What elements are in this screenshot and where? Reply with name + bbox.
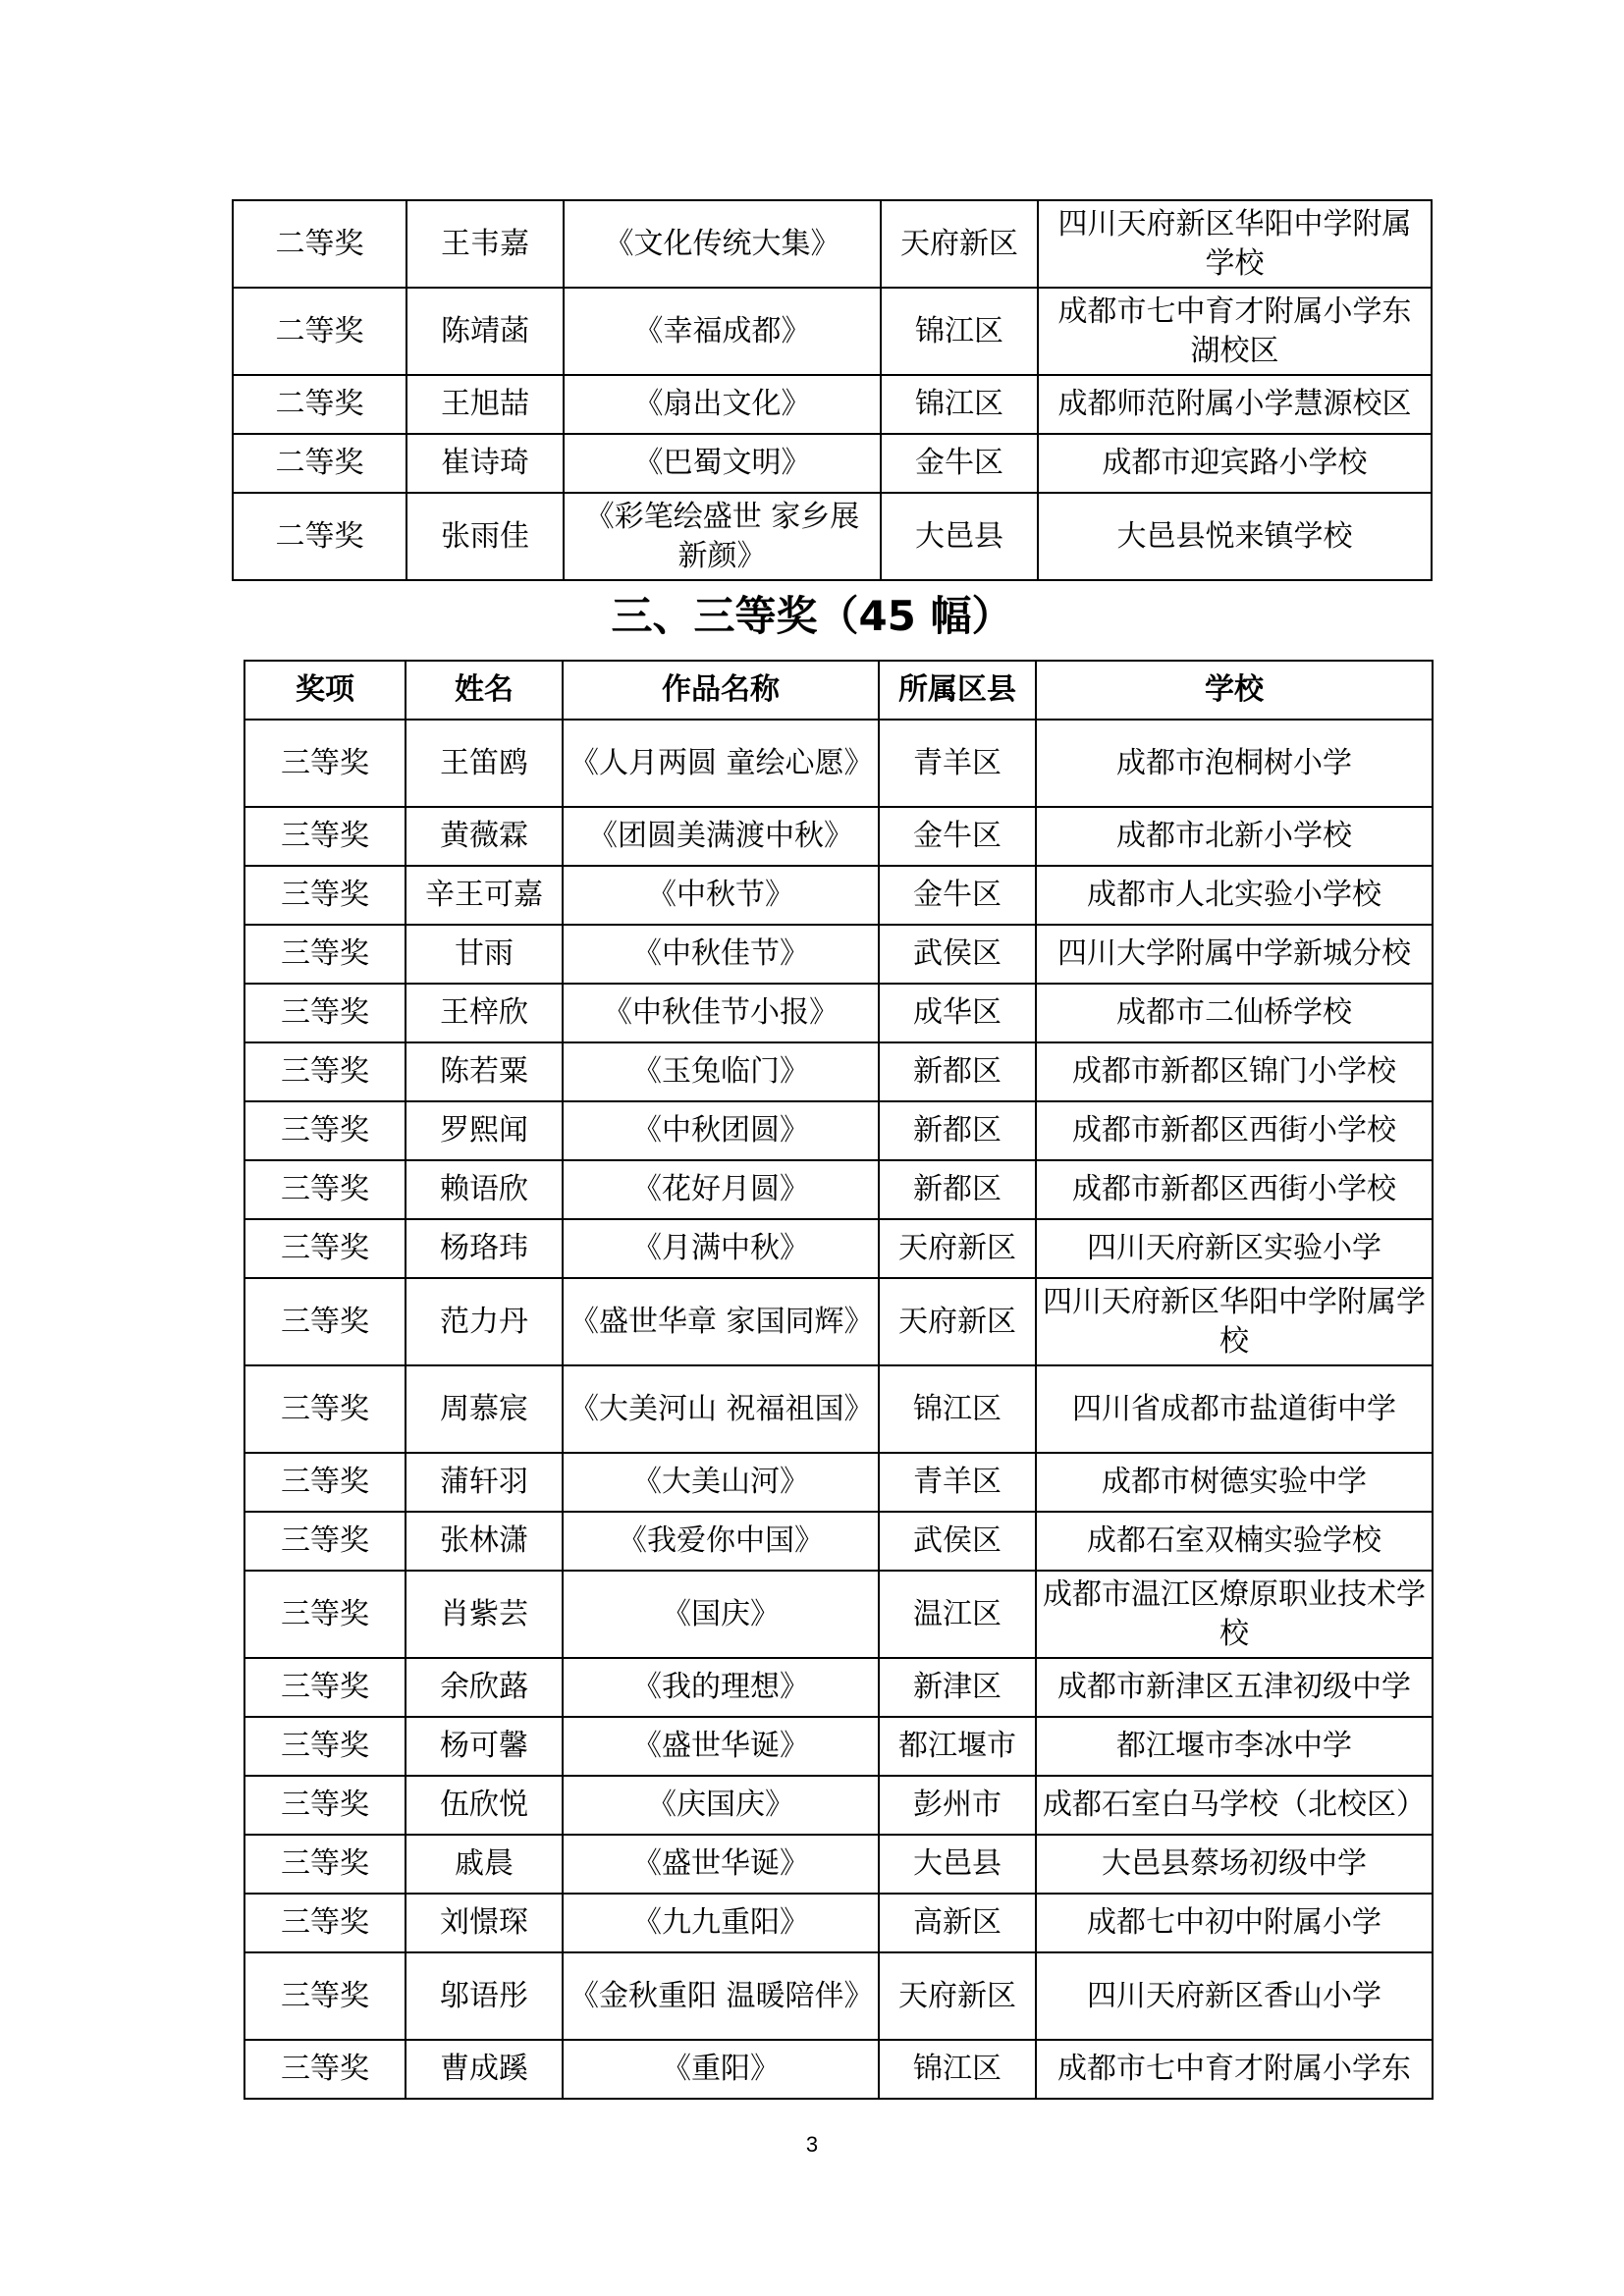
cell-district: 青羊区 [879, 720, 1036, 807]
second-prize-table-body [233, 200, 1432, 580]
cell-name: 曹成蹊 [406, 2040, 563, 2099]
cell-district: 都江堰市 [879, 1717, 1036, 1776]
cell-work: 《重阳》 [563, 2040, 879, 2099]
cell-award: 二等奖 [233, 375, 406, 434]
cell-district: 武侯区 [879, 925, 1036, 984]
cell-school: 四川天府新区华阳中学附属学校 [1038, 200, 1432, 288]
cell-name: 蒲轩羽 [406, 1453, 563, 1512]
cell-award: 三等奖 [244, 1160, 406, 1219]
cell-work: 《庆国庆》 [563, 1776, 879, 1835]
cell-name: 黄薇霖 [406, 807, 563, 866]
cell-name: 崔诗琦 [406, 434, 564, 493]
cell-name: 张雨佳 [406, 493, 564, 580]
cell-award: 三等奖 [244, 1571, 406, 1658]
cell-award: 三等奖 [244, 1512, 406, 1571]
cell-work: 《中秋团圆》 [563, 1101, 879, 1160]
header-award: 奖项 [244, 661, 406, 720]
table-row [244, 1717, 1433, 1776]
table-row [244, 1365, 1433, 1453]
cell-work: 《金秋重阳 温暖陪伴》 [563, 1952, 879, 2040]
cell-school: 成都市新都区锦门小学校 [1036, 1042, 1433, 1101]
cell-school: 成都市新都区西街小学校 [1036, 1101, 1433, 1160]
cell-name: 伍欣悦 [406, 1776, 563, 1835]
cell-district: 金牛区 [879, 807, 1036, 866]
cell-school: 大邑县蔡场初级中学 [1036, 1835, 1433, 1894]
table-row [244, 1278, 1433, 1365]
cell-school: 四川省成都市盐道街中学 [1036, 1365, 1433, 1453]
cell-district: 锦江区 [879, 2040, 1036, 2099]
cell-name: 罗熙闻 [406, 1101, 563, 1160]
table-row [233, 434, 1432, 493]
table-row [244, 984, 1433, 1042]
cell-district: 温江区 [879, 1571, 1036, 1658]
cell-work: 《花好月圆》 [563, 1160, 879, 1219]
cell-work: 《大美河山 祝福祖国》 [563, 1365, 879, 1453]
cell-name: 范力丹 [406, 1278, 563, 1365]
cell-award: 三等奖 [244, 1894, 406, 1952]
cell-school: 四川天府新区香山小学 [1036, 1952, 1433, 2040]
cell-work: 《中秋佳节》 [563, 925, 879, 984]
cell-name: 陈若粟 [406, 1042, 563, 1101]
table-row [244, 2040, 1433, 2099]
table-row [244, 720, 1433, 807]
cell-award: 三等奖 [244, 1365, 406, 1453]
cell-school: 成都市北新小学校 [1036, 807, 1433, 866]
cell-school: 都江堰市李冰中学 [1036, 1717, 1433, 1776]
cell-district: 大邑县 [879, 1835, 1036, 1894]
cell-district: 天府新区 [879, 1952, 1036, 2040]
cell-award: 三等奖 [244, 1658, 406, 1717]
cell-work: 《中秋节》 [563, 866, 879, 925]
cell-district: 新都区 [879, 1101, 1036, 1160]
cell-award: 三等奖 [244, 1717, 406, 1776]
cell-work: 《玉兔临门》 [563, 1042, 879, 1101]
cell-school: 成都市七中育才附属小学东湖校区 [1038, 288, 1432, 375]
header-work: 作品名称 [563, 661, 879, 720]
cell-district: 锦江区 [879, 1365, 1036, 1453]
cell-district: 大邑县 [881, 493, 1038, 580]
cell-award: 三等奖 [244, 1219, 406, 1278]
cell-work: 《文化传统大集》 [564, 200, 881, 288]
cell-work: 《盛世华诞》 [563, 1717, 879, 1776]
cell-name: 王旭喆 [406, 375, 564, 434]
cell-work: 《我爱你中国》 [563, 1512, 879, 1571]
cell-school: 成都市树德实验中学 [1036, 1453, 1433, 1512]
cell-name: 刘憬琛 [406, 1894, 563, 1952]
cell-award: 三等奖 [244, 1776, 406, 1835]
cell-school: 成都市温江区燎原职业技术学校 [1036, 1571, 1433, 1658]
cell-name: 肖紫芸 [406, 1571, 563, 1658]
cell-award: 三等奖 [244, 1952, 406, 2040]
cell-award: 三等奖 [244, 925, 406, 984]
table-row [233, 493, 1432, 580]
cell-award: 三等奖 [244, 866, 406, 925]
cell-name: 张林潇 [406, 1512, 563, 1571]
cell-award: 三等奖 [244, 807, 406, 866]
cell-school: 成都市七中育才附属小学东 [1036, 2040, 1433, 2099]
cell-school: 成都七中初中附属小学 [1036, 1894, 1433, 1952]
cell-work: 《中秋佳节小报》 [563, 984, 879, 1042]
cell-award: 三等奖 [244, 984, 406, 1042]
cell-name: 杨可馨 [406, 1717, 563, 1776]
table-row [233, 375, 1432, 434]
table-row [244, 807, 1433, 866]
cell-award: 二等奖 [233, 493, 406, 580]
cell-school: 成都市新都区西街小学校 [1036, 1160, 1433, 1219]
cell-work: 《巴蜀文明》 [564, 434, 881, 493]
cell-district: 金牛区 [879, 866, 1036, 925]
table-row [233, 288, 1432, 375]
section-title-third-prize: 三、三等奖（45 幅） [611, 592, 1013, 640]
table-row [244, 1512, 1433, 1571]
cell-work: 《彩笔绘盛世 家乡展新颜》 [564, 493, 881, 580]
cell-name: 邬语彤 [406, 1952, 563, 2040]
cell-name: 陈靖菡 [406, 288, 564, 375]
cell-school: 成都石室白马学校（北校区） [1036, 1776, 1433, 1835]
cell-district: 天府新区 [879, 1278, 1036, 1365]
cell-district: 锦江区 [881, 288, 1038, 375]
cell-school: 四川天府新区实验小学 [1036, 1219, 1433, 1278]
cell-award: 二等奖 [233, 288, 406, 375]
cell-work: 《我的理想》 [563, 1658, 879, 1717]
table-row [244, 1571, 1433, 1658]
cell-work: 《盛世华诞》 [563, 1835, 879, 1894]
table-row [244, 1453, 1433, 1512]
table-row [244, 925, 1433, 984]
cell-district: 武侯区 [879, 1512, 1036, 1571]
cell-name: 周慕宸 [406, 1365, 563, 1453]
cell-name: 甘雨 [406, 925, 563, 984]
cell-district: 天府新区 [881, 200, 1038, 288]
cell-district: 金牛区 [881, 434, 1038, 493]
cell-work: 《月满中秋》 [563, 1219, 879, 1278]
cell-name: 余欣蕗 [406, 1658, 563, 1717]
table-row [244, 1894, 1433, 1952]
cell-work: 《人月两圆 童绘心愿》 [563, 720, 879, 807]
cell-school: 四川天府新区华阳中学附属学校 [1036, 1278, 1433, 1365]
cell-award: 二等奖 [233, 200, 406, 288]
cell-award: 三等奖 [244, 1835, 406, 1894]
cell-work: 《大美山河》 [563, 1453, 879, 1512]
table-row [244, 866, 1433, 925]
table-row [244, 1101, 1433, 1160]
cell-work: 《盛世华章 家国同辉》 [563, 1278, 879, 1365]
table-row [244, 1658, 1433, 1717]
page-number: 3 [805, 2132, 819, 2157]
header-name: 姓名 [406, 661, 563, 720]
header-district: 所属区县 [879, 661, 1036, 720]
cell-school: 成都市人北实验小学校 [1036, 866, 1433, 925]
table-row [244, 1952, 1433, 2040]
cell-school: 成都市二仙桥学校 [1036, 984, 1433, 1042]
cell-award: 二等奖 [233, 434, 406, 493]
cell-work: 《幸福成都》 [564, 288, 881, 375]
second-prize-table [232, 199, 1433, 581]
cell-district: 锦江区 [881, 375, 1038, 434]
cell-name: 赖语欣 [406, 1160, 563, 1219]
cell-district: 青羊区 [879, 1453, 1036, 1512]
cell-award: 三等奖 [244, 2040, 406, 2099]
cell-district: 新津区 [879, 1658, 1036, 1717]
table-row [244, 1042, 1433, 1101]
cell-district: 彭州市 [879, 1776, 1036, 1835]
cell-name: 杨珞玮 [406, 1219, 563, 1278]
cell-district: 新都区 [879, 1160, 1036, 1219]
cell-name: 王韦嘉 [406, 200, 564, 288]
cell-award: 三等奖 [244, 1453, 406, 1512]
cell-school: 成都市新津区五津初级中学 [1036, 1658, 1433, 1717]
third-prize-table-body [244, 720, 1433, 2099]
cell-award: 三等奖 [244, 1042, 406, 1101]
cell-district: 成华区 [879, 984, 1036, 1042]
cell-school: 成都市泡桐树小学 [1036, 720, 1433, 807]
cell-name: 王笛鸥 [406, 720, 563, 807]
cell-school: 四川大学附属中学新城分校 [1036, 925, 1433, 984]
cell-name: 王梓欣 [406, 984, 563, 1042]
cell-district: 高新区 [879, 1894, 1036, 1952]
cell-work: 《团圆美满渡中秋》 [563, 807, 879, 866]
cell-name: 辛王可嘉 [406, 866, 563, 925]
header-school: 学校 [1036, 661, 1433, 720]
cell-work: 《九九重阳》 [563, 1894, 879, 1952]
cell-award: 三等奖 [244, 720, 406, 807]
cell-award: 三等奖 [244, 1101, 406, 1160]
table-row [244, 1160, 1433, 1219]
cell-school: 成都石室双楠实验学校 [1036, 1512, 1433, 1571]
cell-award: 三等奖 [244, 1278, 406, 1365]
cell-district: 新都区 [879, 1042, 1036, 1101]
cell-name: 戚晨 [406, 1835, 563, 1894]
cell-school: 成都市迎宾路小学校 [1038, 434, 1432, 493]
table-row [244, 1776, 1433, 1835]
cell-work: 《扇出文化》 [564, 375, 881, 434]
table-row [244, 1835, 1433, 1894]
table-row [244, 1219, 1433, 1278]
third-prize-table-header [244, 661, 1433, 720]
table-row [233, 200, 1432, 288]
header-row [244, 661, 1433, 720]
cell-work: 《国庆》 [563, 1571, 879, 1658]
cell-school: 大邑县悦来镇学校 [1038, 493, 1432, 580]
third-prize-table [244, 660, 1434, 2100]
cell-district: 天府新区 [879, 1219, 1036, 1278]
cell-school: 成都师范附属小学慧源校区 [1038, 375, 1432, 434]
